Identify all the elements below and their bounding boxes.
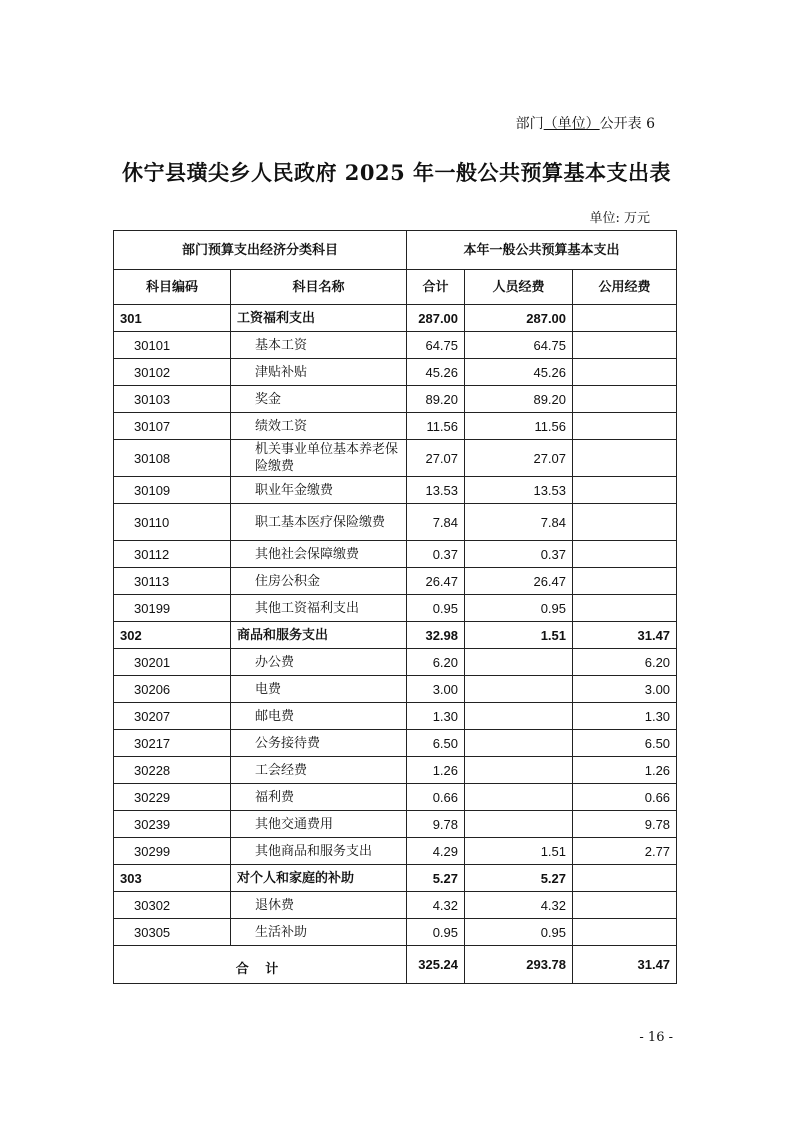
cell-code: 30110	[114, 504, 231, 541]
cell-public	[573, 504, 677, 541]
cell-total: 0.95	[407, 919, 465, 946]
cell-personnel: 1.51	[465, 622, 573, 649]
total-row	[114, 946, 677, 984]
group-header-left: 部门预算支出经济分类科目	[114, 231, 407, 270]
cell-personnel: 13.53	[465, 477, 573, 504]
cell-personnel: 64.75	[465, 332, 573, 359]
table-row	[114, 676, 677, 703]
cell-name: 基本工资	[231, 332, 407, 359]
cell-public	[573, 477, 677, 504]
cell-code: 30228	[114, 757, 231, 784]
group-header-right: 本年一般公共预算基本支出	[407, 231, 677, 270]
table-row	[114, 332, 677, 359]
cell-public: 2.77	[573, 838, 677, 865]
cell-total: 89.20	[407, 386, 465, 413]
cell-public	[573, 892, 677, 919]
cell-public: 3.00	[573, 676, 677, 703]
cell-public: 31.47	[573, 622, 677, 649]
cell-personnel: 26.47	[465, 568, 573, 595]
table-number-label	[516, 113, 655, 133]
cell-public	[573, 595, 677, 622]
cell-code: 30107	[114, 413, 231, 440]
tag-prefix: 部门	[515, 116, 544, 132]
column-header-row	[114, 270, 677, 305]
cell-personnel: 27.07	[465, 440, 573, 477]
table-row	[114, 595, 677, 622]
cell-personnel: 0.37	[465, 541, 573, 568]
cell-name: 生活补助	[231, 919, 407, 946]
cell-name: 电费	[231, 676, 407, 703]
cell-public	[573, 332, 677, 359]
tag-unit: （单位）	[543, 116, 600, 132]
table-row	[114, 649, 677, 676]
total-label: 合 计	[114, 946, 407, 984]
cell-personnel: 0.95	[465, 595, 573, 622]
cell-code: 30101	[114, 332, 231, 359]
cell-public: 0.66	[573, 784, 677, 811]
cell-code: 30239	[114, 811, 231, 838]
cell-total: 1.30	[407, 703, 465, 730]
cell-name: 工资福利支出	[231, 305, 407, 332]
cell-name: 其他社会保障缴费	[231, 541, 407, 568]
cell-total: 4.29	[407, 838, 465, 865]
table-row	[114, 757, 677, 784]
cell-public	[573, 386, 677, 413]
category-row	[114, 305, 677, 332]
cell-personnel: 1.51	[465, 838, 573, 865]
cell-personnel	[465, 676, 573, 703]
cell-public: 6.50	[573, 730, 677, 757]
cell-total: 27.07	[407, 440, 465, 477]
cell-total: 1.26	[407, 757, 465, 784]
cell-public	[573, 440, 677, 477]
cell-name: 津贴补贴	[231, 359, 407, 386]
col-header-personnel: 人员经费	[465, 270, 573, 305]
cell-code: 30112	[114, 541, 231, 568]
cell-name: 职业年金缴费	[231, 477, 407, 504]
cell-code: 30102	[114, 359, 231, 386]
budget-table	[113, 230, 677, 984]
cell-code: 30217	[114, 730, 231, 757]
cell-name: 职工基本医疗保险缴费	[231, 504, 407, 541]
cell-personnel	[465, 730, 573, 757]
cell-code: 30302	[114, 892, 231, 919]
cell-total: 32.98	[407, 622, 465, 649]
cell-name: 商品和服务支出	[231, 622, 407, 649]
col-header-public: 公用经费	[573, 270, 677, 305]
category-row	[114, 622, 677, 649]
cell-public	[573, 413, 677, 440]
cell-total: 5.27	[407, 865, 465, 892]
col-header-total: 合计	[407, 270, 465, 305]
cell-name: 其他商品和服务支出	[231, 838, 407, 865]
cell-name: 绩效工资	[231, 413, 407, 440]
cell-total: 0.37	[407, 541, 465, 568]
cell-total: 13.53	[407, 477, 465, 504]
table-row	[114, 359, 677, 386]
table-row	[114, 440, 677, 477]
table-row	[114, 703, 677, 730]
cell-public	[573, 568, 677, 595]
cell-personnel	[465, 649, 573, 676]
cell-code: 30229	[114, 784, 231, 811]
cell-name: 工会经费	[231, 757, 407, 784]
cell-total: 0.66	[407, 784, 465, 811]
unit-label: 单位: 万元	[589, 211, 650, 226]
cell-total: 9.78	[407, 811, 465, 838]
cell-total: 64.75	[407, 332, 465, 359]
cell-personnel	[465, 703, 573, 730]
cell-total: 26.47	[407, 568, 465, 595]
cell-code: 302	[114, 622, 231, 649]
cell-total: 6.20	[407, 649, 465, 676]
cell-public: 6.20	[573, 649, 677, 676]
category-row	[114, 865, 677, 892]
cell-public: 1.26	[573, 757, 677, 784]
header-group-row	[114, 231, 677, 270]
cell-personnel: 0.95	[465, 919, 573, 946]
cell-total: 6.50	[407, 730, 465, 757]
cell-name: 退休费	[231, 892, 407, 919]
total-public: 31.47	[573, 946, 677, 984]
cell-total: 7.84	[407, 504, 465, 541]
cell-code: 30113	[114, 568, 231, 595]
cell-code: 30109	[114, 477, 231, 504]
cell-personnel: 5.27	[465, 865, 573, 892]
cell-personnel	[465, 757, 573, 784]
cell-name: 公务接待费	[231, 730, 407, 757]
cell-public: 1.30	[573, 703, 677, 730]
cell-personnel: 7.84	[465, 504, 573, 541]
cell-personnel: 11.56	[465, 413, 573, 440]
cell-code: 303	[114, 865, 231, 892]
cell-personnel: 287.00	[465, 305, 573, 332]
table-row	[114, 504, 677, 541]
total-personnel: 293.78	[465, 946, 573, 984]
table-row	[114, 838, 677, 865]
cell-personnel	[465, 811, 573, 838]
cell-name: 其他交通费用	[231, 811, 407, 838]
cell-total: 45.26	[407, 359, 465, 386]
page-number: - 16 -	[639, 1030, 673, 1045]
cell-public	[573, 305, 677, 332]
table-row	[114, 568, 677, 595]
table-row	[114, 386, 677, 413]
cell-name: 对个人和家庭的补助	[231, 865, 407, 892]
cell-personnel: 89.20	[465, 386, 573, 413]
total-sum: 325.24	[407, 946, 465, 984]
table-row	[114, 811, 677, 838]
cell-total: 11.56	[407, 413, 465, 440]
tag-suffix: 公开表 6	[599, 116, 655, 132]
cell-public	[573, 865, 677, 892]
table-row	[114, 784, 677, 811]
cell-name: 其他工资福利支出	[231, 595, 407, 622]
cell-public	[573, 541, 677, 568]
cell-code: 30305	[114, 919, 231, 946]
table-row	[114, 541, 677, 568]
cell-code: 301	[114, 305, 231, 332]
cell-name: 住房公积金	[231, 568, 407, 595]
cell-personnel	[465, 784, 573, 811]
table-row	[114, 892, 677, 919]
cell-code: 30103	[114, 386, 231, 413]
cell-name: 邮电费	[231, 703, 407, 730]
cell-personnel: 45.26	[465, 359, 573, 386]
cell-code: 30299	[114, 838, 231, 865]
table-row	[114, 730, 677, 757]
cell-total: 3.00	[407, 676, 465, 703]
page-title: 休宁县璜尖乡人民政府 2025 年一般公共预算基本支出表	[121, 160, 672, 185]
cell-code: 30108	[114, 440, 231, 477]
cell-name: 办公费	[231, 649, 407, 676]
cell-name: 机关事业单位基本养老保险缴费	[231, 440, 407, 477]
cell-personnel: 4.32	[465, 892, 573, 919]
cell-code: 30207	[114, 703, 231, 730]
cell-name: 福利费	[231, 784, 407, 811]
cell-total: 287.00	[407, 305, 465, 332]
cell-public	[573, 359, 677, 386]
cell-name: 奖金	[231, 386, 407, 413]
cell-public: 9.78	[573, 811, 677, 838]
table-row	[114, 477, 677, 504]
table-row	[114, 413, 677, 440]
cell-public	[573, 919, 677, 946]
cell-total: 0.95	[407, 595, 465, 622]
cell-code: 30201	[114, 649, 231, 676]
col-header-code: 科目编码	[114, 270, 231, 305]
cell-code: 30206	[114, 676, 231, 703]
col-header-name: 科目名称	[231, 270, 407, 305]
table-row	[114, 919, 677, 946]
cell-code: 30199	[114, 595, 231, 622]
cell-total: 4.32	[407, 892, 465, 919]
